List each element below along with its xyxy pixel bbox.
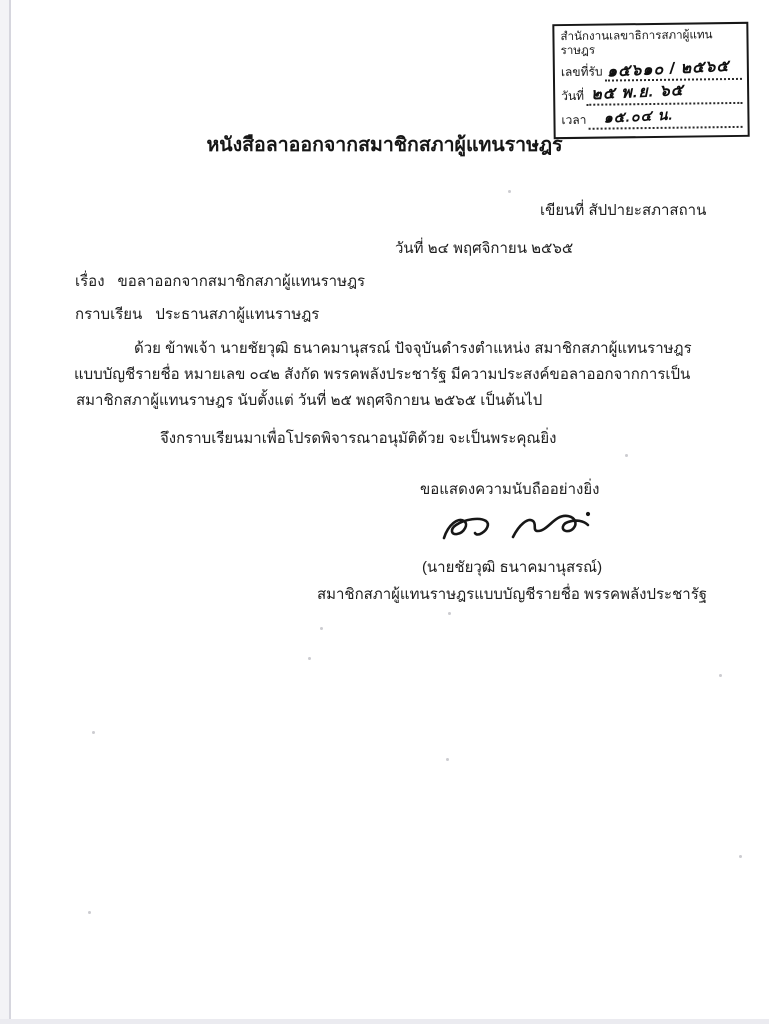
body-line-3: สมาชิกสภาผู้แทนราษฎร นับตั้งแต่ วันที่ ๒๕ พฤศจิกายน ๒๕๖๕ เป็นต้นไป <box>76 392 543 409</box>
subject-label: เรื่อง <box>75 273 105 290</box>
stamp-date-row <box>561 81 742 106</box>
stamp-date-label: วันที่ <box>561 88 585 103</box>
registry-stamp-box <box>552 22 749 139</box>
signer-name: (นายชัยวุฒิ ธนาคมานุสรณ์) <box>421 559 603 576</box>
stamp-office-name: สำนักงานเลขาธิการสภาผู้แทนราษฎร <box>560 28 713 58</box>
stamp-receipt-handwritten-value: ๑๕๖๑๐ / ๒๕๖๕ <box>606 57 730 81</box>
closing-line: จึงกราบเรียนมาเพื่อโปรดพิจารณาอนุมัติด้วย จะเป็นพระคุณยิ่ง <box>160 430 557 447</box>
scan-speck <box>88 911 91 914</box>
scan-speck <box>719 674 722 677</box>
subject-line <box>75 269 365 293</box>
scan-speck <box>739 855 742 858</box>
handwritten-signature <box>437 503 597 551</box>
stamp-receipt-label: เลขที่รับ <box>560 64 603 79</box>
body-line-1: ด้วย ข้าพเจ้า นายชัยวุฒิ ธนาคมานุสรณ์ ปัจจุบันดำรงตำแหน่ง สมาชิกสภาผู้แทนราษฎร <box>134 340 692 357</box>
salutation-label: กราบเรียน <box>75 306 143 323</box>
subject-text: ขอลาออกจากสมาชิกสภาผู้แทนราษฎร <box>117 273 366 290</box>
page-bottom-edge <box>0 1019 769 1024</box>
scan-speck <box>508 190 511 193</box>
stamp-time-row <box>561 107 742 130</box>
stamp-time-handwritten-value: ๑๕.๐๔ น. <box>603 107 674 127</box>
salutation-line <box>75 302 319 326</box>
complimentary-close: ขอแสดงความนับถืออย่างยิ่ง <box>420 481 600 498</box>
written-at-line: เขียนที่ สัปปายะสภาสถาน <box>540 202 707 219</box>
letter-title: หนังสือลาออกจากสมาชิกสภาผู้แทนราษฎร <box>206 134 563 156</box>
scan-speck <box>446 758 449 761</box>
body-line-2: แบบบัญชีรายชื่อ หมายเลข ๐๔๒ สังกัด พรรคพลังประชารัฐ มีความประสงค์ขอลาออกจากการเป็น <box>74 366 691 383</box>
letter-date-line: วันที่ ๒๔ พฤศจิกายน ๒๕๖๕ <box>395 240 574 257</box>
signer-position: สมาชิกสภาผู้แทนราษฎรแบบบัญชีรายชื่อ พรรคพลังประชารัฐ <box>316 586 708 603</box>
scan-speck <box>448 612 451 615</box>
scan-speck <box>308 657 311 660</box>
scan-speck <box>92 731 95 734</box>
stamp-date-handwritten-value: ๒๕ พ.ย. ๖๕ <box>590 81 685 104</box>
salutation-text: ประธานสภาผู้แทนราษฎร <box>155 306 320 323</box>
scan-speck <box>625 454 628 457</box>
stamp-time-label: เวลา <box>561 112 587 127</box>
scan-speck <box>320 627 323 630</box>
